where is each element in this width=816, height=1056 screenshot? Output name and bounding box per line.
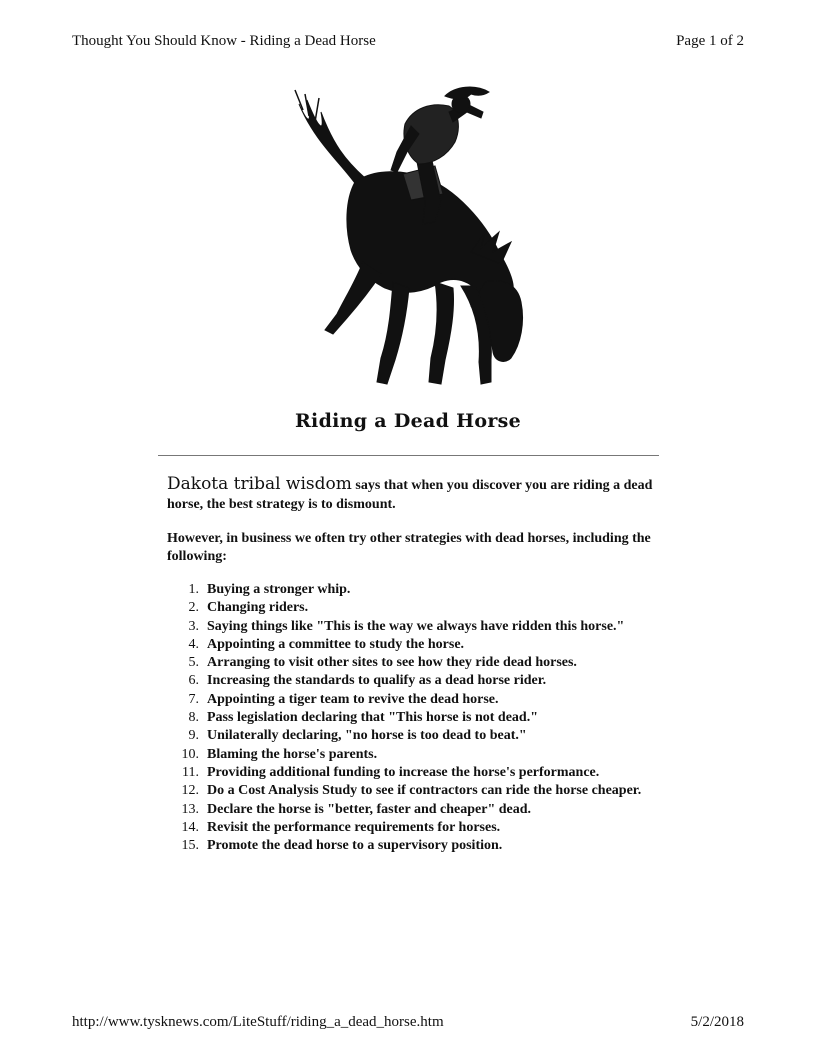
- list-item: [181, 801, 647, 819]
- list-item-number: 8.: [188, 710, 199, 726]
- list-item-number: 4.: [188, 636, 199, 652]
- list-item-text: Providing additional funding to increase the horse's performance.: [207, 764, 600, 780]
- title-divider: [158, 455, 659, 456]
- list-item-text: Do a Cost Analysis Study to see if contractors can ride the horse cheaper.: [207, 783, 642, 799]
- list-item: [181, 819, 647, 837]
- list-item: [188, 599, 647, 617]
- list-item: [188, 654, 647, 672]
- footer-date: 5/2/2018: [690, 1014, 744, 1030]
- bucking-horse-rider-icon: [285, 82, 530, 397]
- footer-url: http://www.tysknews.com/LiteStuff/riding_a_dead_horse.htm: [72, 1014, 444, 1030]
- list-item-number: 2.: [188, 600, 199, 616]
- list-item-text: Declare the horse is "better, faster and cheaper" dead.: [207, 801, 532, 817]
- list-item-number: 13.: [181, 801, 199, 817]
- list-item-text: Pass legislation declaring that "This horse is not dead.": [207, 710, 538, 726]
- list-item-text: Unilaterally declaring, "no horse is too dead to beat.": [207, 728, 527, 744]
- strategies-list: [181, 581, 647, 855]
- list-item-text: Appointing a committee to study the horse.: [207, 636, 465, 652]
- list-item-text: Increasing the standards to qualify as a dead horse rider.: [207, 673, 547, 689]
- list-item: [188, 709, 647, 727]
- intro-paragraph: [167, 475, 657, 514]
- list-item-number: 1.: [188, 582, 199, 597]
- list-item-text: Changing riders.: [207, 600, 309, 616]
- list-item-number: 14.: [181, 819, 199, 835]
- list-item-number: 6.: [188, 673, 199, 689]
- list-item: [182, 764, 647, 782]
- list-item: [188, 581, 647, 599]
- list-item-text: Saying things like "This is the way we always have ridden this horse.": [207, 618, 625, 634]
- list-item-text: Appointing a tiger team to revive the dead horse.: [207, 691, 499, 707]
- list-item-text: Revisit the performance requirements for horses.: [207, 819, 501, 835]
- list-item-number: 11.: [182, 764, 199, 780]
- list-item-number: 9.: [188, 728, 199, 744]
- list-item: [188, 672, 647, 690]
- article-title: Riding a Dead Horse: [294, 410, 522, 432]
- list-item: [188, 691, 647, 709]
- list-item-number: 3.: [188, 618, 199, 634]
- list-item-number: 12.: [181, 783, 199, 799]
- intro-lead: Dakota tribal wisdom: [167, 474, 352, 494]
- list-item-number: 5.: [188, 655, 199, 671]
- page-number: Page 1 of 2: [676, 33, 744, 49]
- list-item-text: Arranging to visit other sites to see how they ride dead horses.: [207, 655, 577, 671]
- intro-text: says that when you discover you are riding a dead horse, the best strategy is to dismount.: [167, 478, 653, 512]
- list-item-number: 10.: [181, 746, 199, 762]
- list-item-text: Blaming the horse's parents.: [207, 746, 378, 762]
- list-item-text: Buying a stronger whip.: [207, 582, 351, 597]
- list-item: [181, 746, 647, 764]
- list-item: [188, 727, 647, 745]
- list-item: [188, 636, 647, 654]
- strategies-intro: However, in business we often try other strategies with dead horses, including the following:: [167, 531, 651, 564]
- list-item: [181, 837, 647, 855]
- list-item-number: 15.: [181, 838, 199, 854]
- list-item: [188, 618, 647, 636]
- list-item: [181, 782, 647, 800]
- list-item-text: Promote the dead horse to a supervisory position.: [207, 838, 503, 854]
- list-item-number: 7.: [188, 691, 199, 707]
- header-title: Thought You Should Know - Riding a Dead Horse: [72, 33, 376, 49]
